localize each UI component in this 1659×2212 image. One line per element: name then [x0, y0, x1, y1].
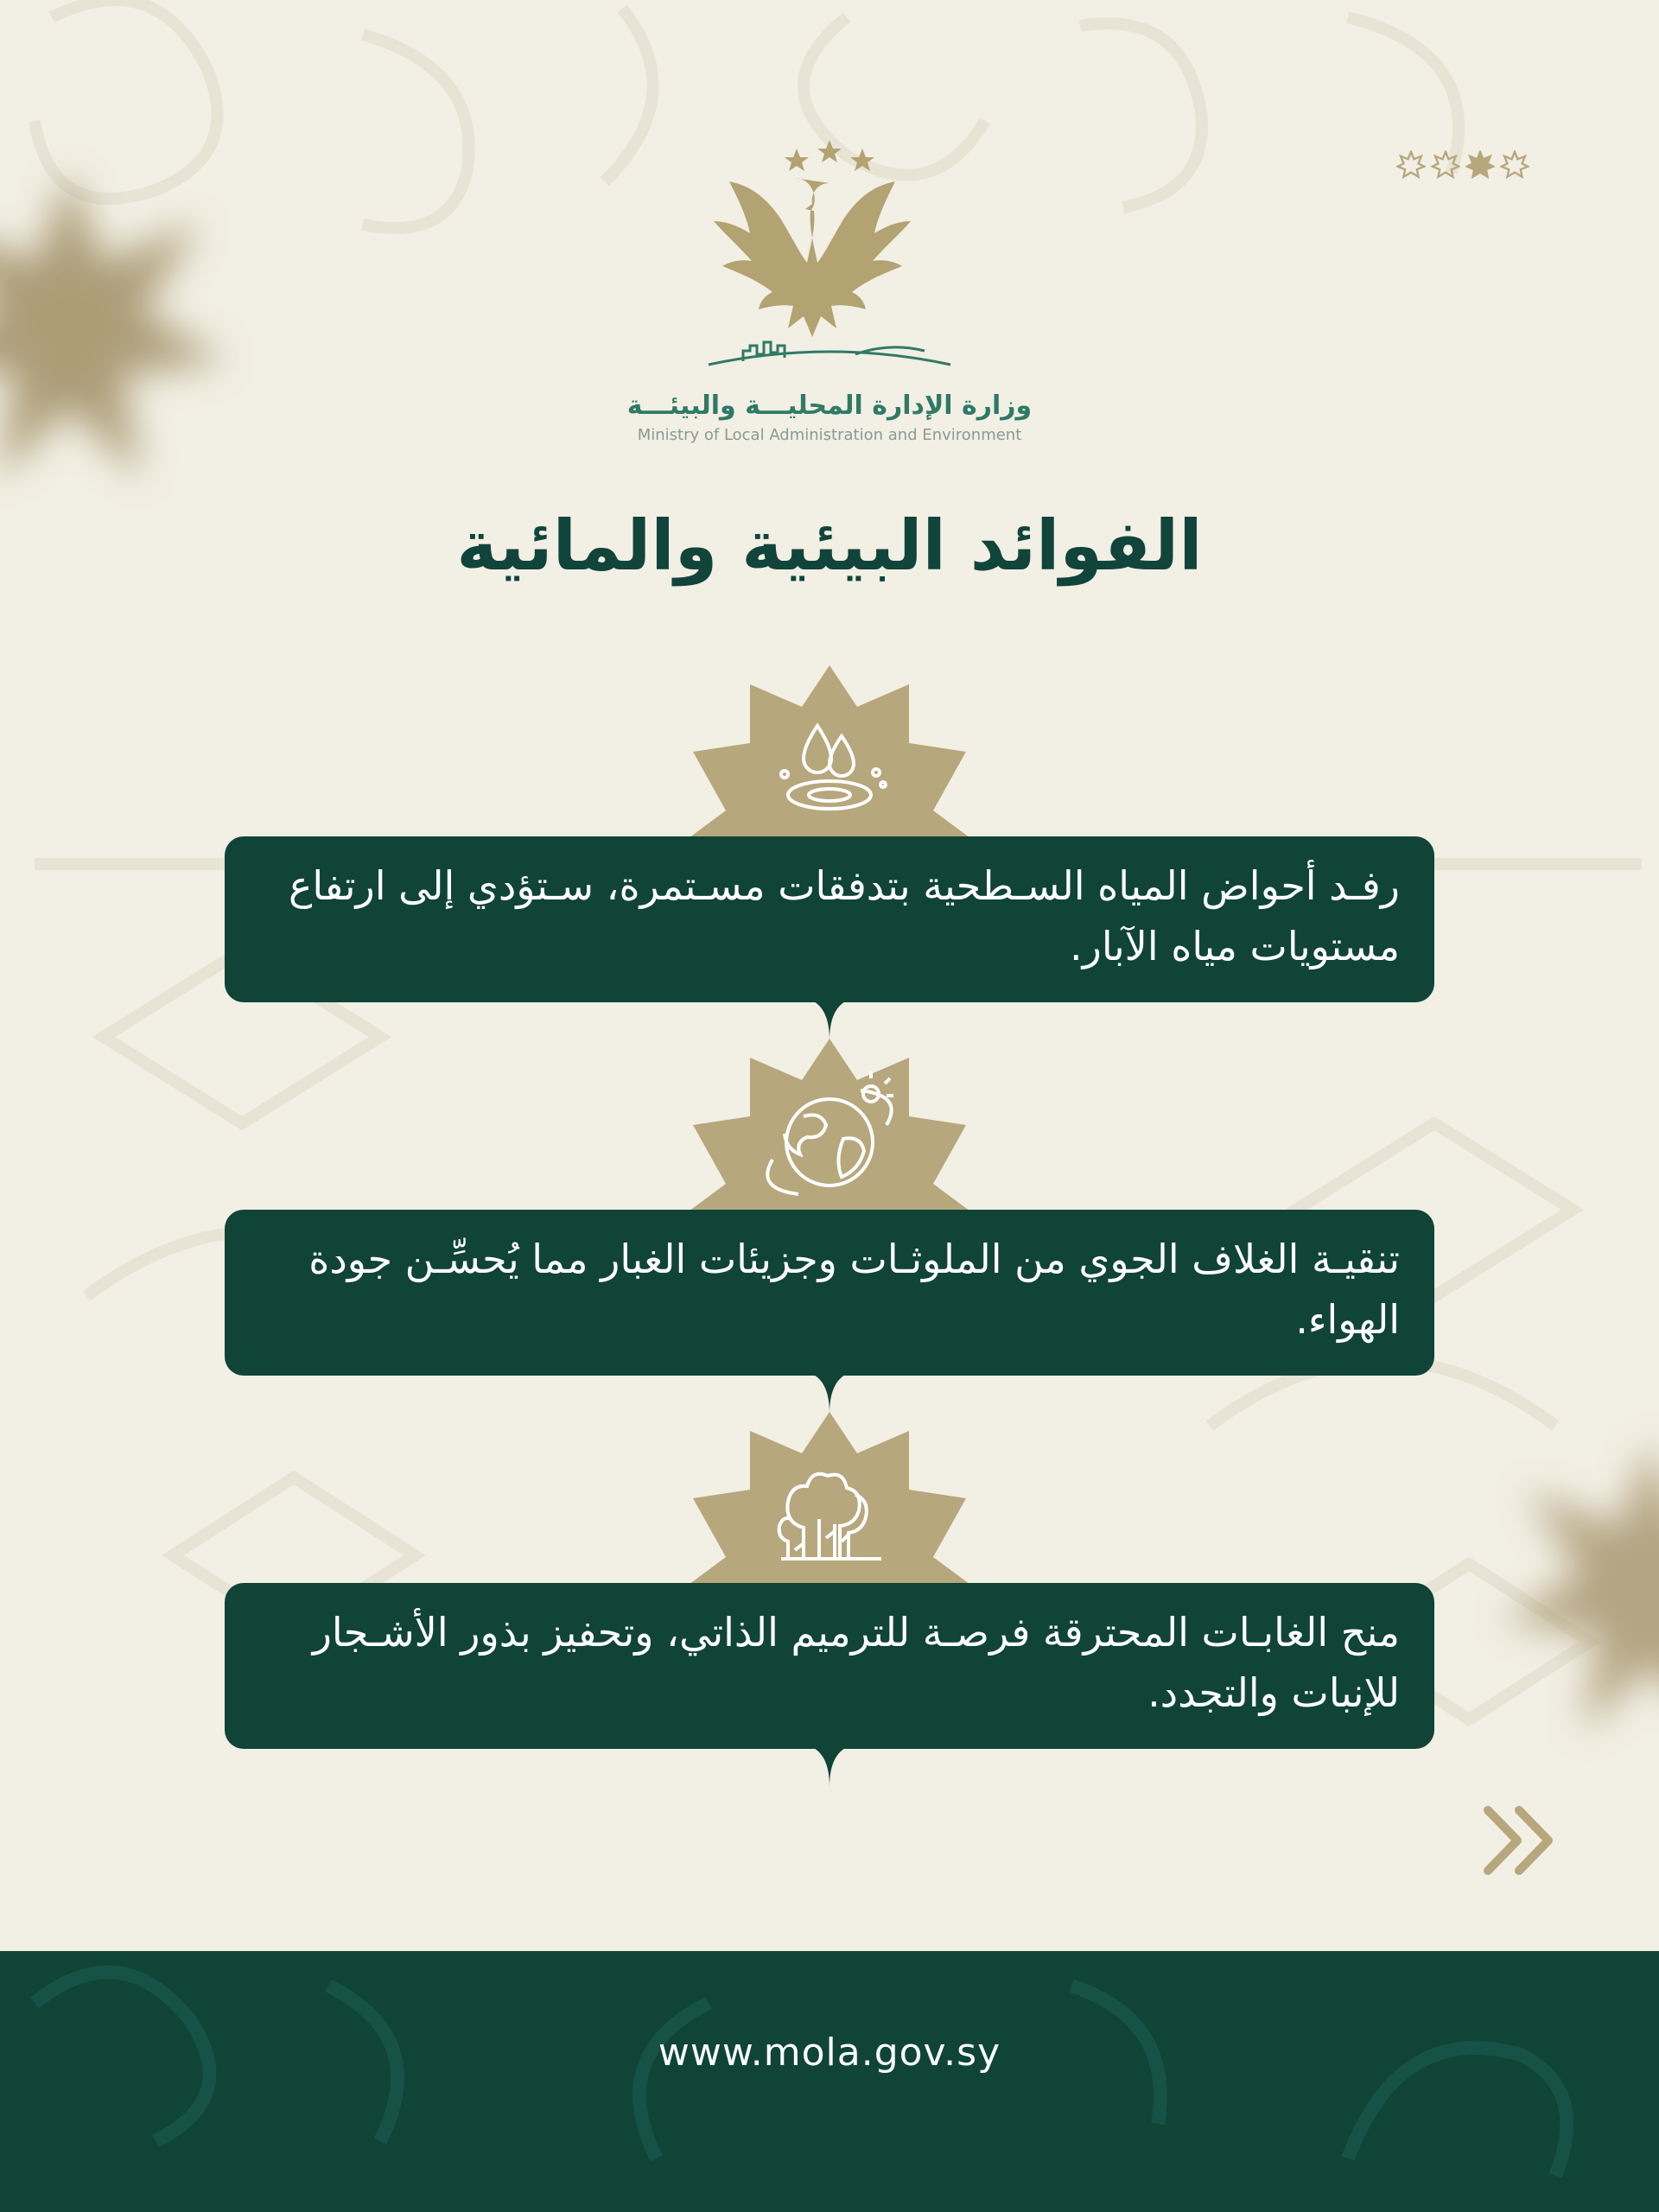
benefit-text-1: رفـد أحواض المياه السـطحية بتدفقات مسـتمرة، سـتؤدي إلى ارتفاع مستويات مياه الآبار.	[288, 862, 1400, 969]
card-pointer	[812, 1374, 847, 1414]
card-pointer	[812, 1747, 847, 1787]
benefit-text-3: منح الغابـات المحترقة فرصـة للترميم الذاتي، وتحفيز بذور الأشـجار للإنبات والتجدد.	[312, 1609, 1400, 1716]
eagle-emblem-logo	[683, 138, 976, 389]
benefit-text-2: تنقيـة الغلاف الجوي من الملوثـات وجزيئات الغبار مما يُحسِّـن جودة الهواء.	[308, 1236, 1400, 1343]
indicator-dot-active-icon	[1465, 150, 1495, 180]
page-title: الفوائد البيئية والمائية	[456, 505, 1203, 586]
badge-star-3	[665, 1412, 994, 1602]
footer-pattern	[0, 1951, 1659, 2212]
benefit-card-1	[225, 836, 1434, 1002]
badge-star-2	[665, 1039, 994, 1229]
benefit-card-2	[225, 1210, 1434, 1376]
indicator-dot-icon	[1396, 150, 1426, 180]
indicator-dot-icon	[1431, 150, 1460, 180]
blurred-star-decoration	[0, 112, 233, 544]
benefit-card-3	[225, 1583, 1434, 1749]
ministry-name-arabic: وزارة الإدارة المحليـــة والبيئـــة	[626, 391, 1033, 421]
ministry-name-english: Ministry of Local Administration and Environment	[637, 426, 1022, 444]
next-arrow-icon[interactable]	[1479, 1802, 1566, 1879]
badge-star-1	[665, 665, 994, 855]
card-pointer	[812, 1001, 847, 1040]
footer	[0, 1951, 1659, 2212]
page-indicator	[1396, 150, 1529, 180]
blurred-star-decoration	[1495, 1426, 1659, 1754]
indicator-dot-icon	[1500, 150, 1529, 180]
website-url[interactable]: www.mola.gov.sy	[658, 2031, 1001, 2075]
